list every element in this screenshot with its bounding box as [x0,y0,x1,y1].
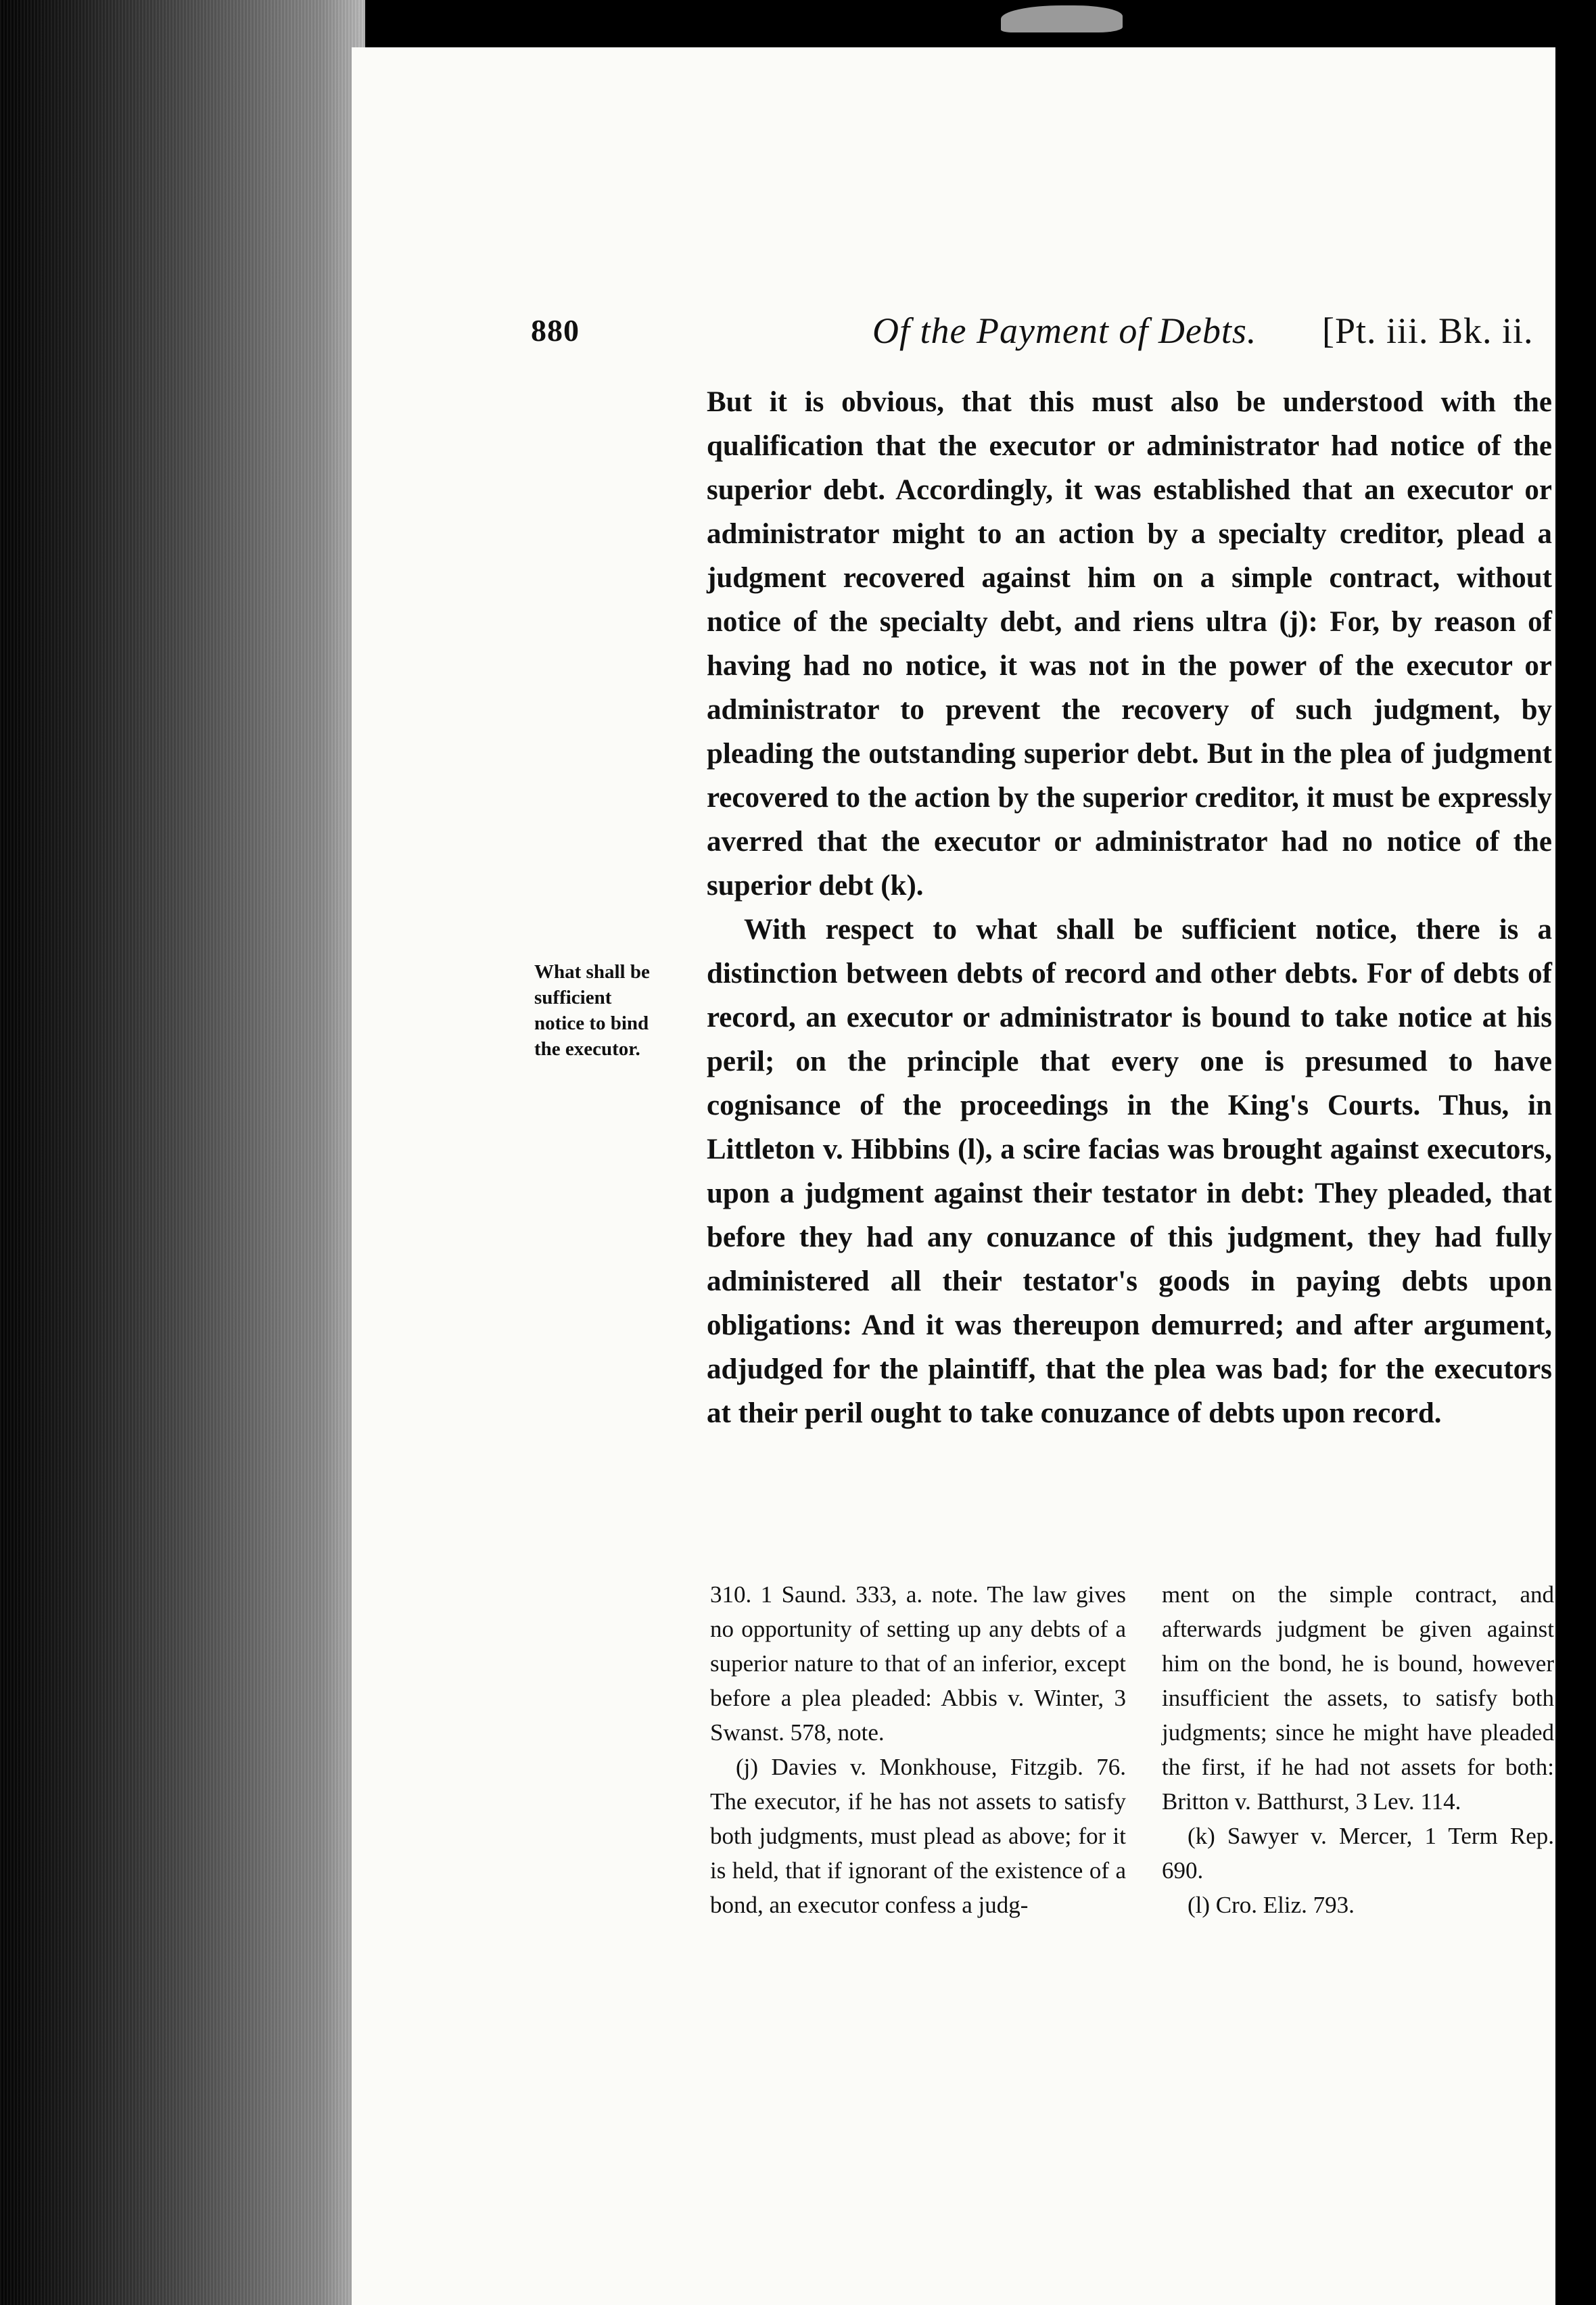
page-tear-mark [1001,5,1123,32]
scan-right-edge [1555,0,1596,2305]
main-text [707,380,1552,1435]
footnote: (k) Sawyer v. Mercer, 1 Term Rep. 690. [1162,1823,1554,1884]
footnote: ment on the simple contract, and afterwards judgment be given against him on the bond, he is bound, however insufficient the assets, to satisfy both judgments; since he might have pleaded the first, if he had not assets for both: Britton v. Batthurst, 3 Lev. 114. [1162,1581,1554,1815]
book-spine-shadow [0,0,365,2305]
margin-note-line: sufficient [534,987,612,1008]
footnotes-left-column [710,1577,1126,1922]
running-title: Of the Payment of Debts. [872,310,1257,351]
page-number: 880 [531,313,580,348]
margin-note-line: notice to bind [534,1012,649,1034]
margin-note-line: the executor. [534,1038,640,1060]
footnotes-right-column [1162,1577,1554,1922]
footnote: (l) Cro. Eliz. 793. [1188,1892,1355,1918]
margin-note [534,959,690,1062]
margin-note-line: What shall be [534,961,650,983]
footnote: (j) Davies v. Monkhouse, Fitzgib. 76. The executor, if he has not assets to satisfy both judgments, must plead as above; for it is held, that if ignorant of the existence of a bond, an executor confess a judg- [710,1754,1126,1918]
body-paragraph: With respect to what shall be sufficient notice, there is a distinction between debts of record and other debts. For of debts of record, an executor or administrator is bound to take notice at his peril; on the principle that every one is presumed to have cognisance of the proceedings in the King's Courts. Thus, in Littleton v. Hibbins (l), a scire facias was brought against executors, upon a judgment against their testator in debt: They pleaded, that before they had any conuzance of this judgment, they had fully administered all their testator's goods in paying debts upon obligations: And it was thereupon demurred; and after argument, adjudged for the plaintiff, that the plea was bad; for the executors at their peril ought to take conuzance of debts upon record. [707,914,1552,1429]
footnote: 310. 1 Saund. 333, a. note. The law gives no opportunity of setting up any debts of a superior nature to that of an inferior, except before a plea pleaded: Abbis v. Winter, 3 Swanst. 578, note. [710,1581,1126,1746]
section-reference: [Pt. iii. Bk. ii. [1322,310,1534,351]
body-paragraph: But it is obvious, that this must also be understood with the qualification that the executor or administrator had notice of the superior debt. Accordingly, it was established that an executor or administrator might to an action by a specialty creditor, plead a judgment recovered against him on a simple contract, without notice of the specialty debt, and riens ultra (j): For, by reason of having had no notice, it was not in the power of the executor or administrator to prevent the recovery of such judgment, by pleading the outstanding superior debt. But in the plea of judgment recovered to the action by the superior creditor, it must be expressly averred that the executor or administrator had no notice of the superior debt (k). [707,386,1552,902]
